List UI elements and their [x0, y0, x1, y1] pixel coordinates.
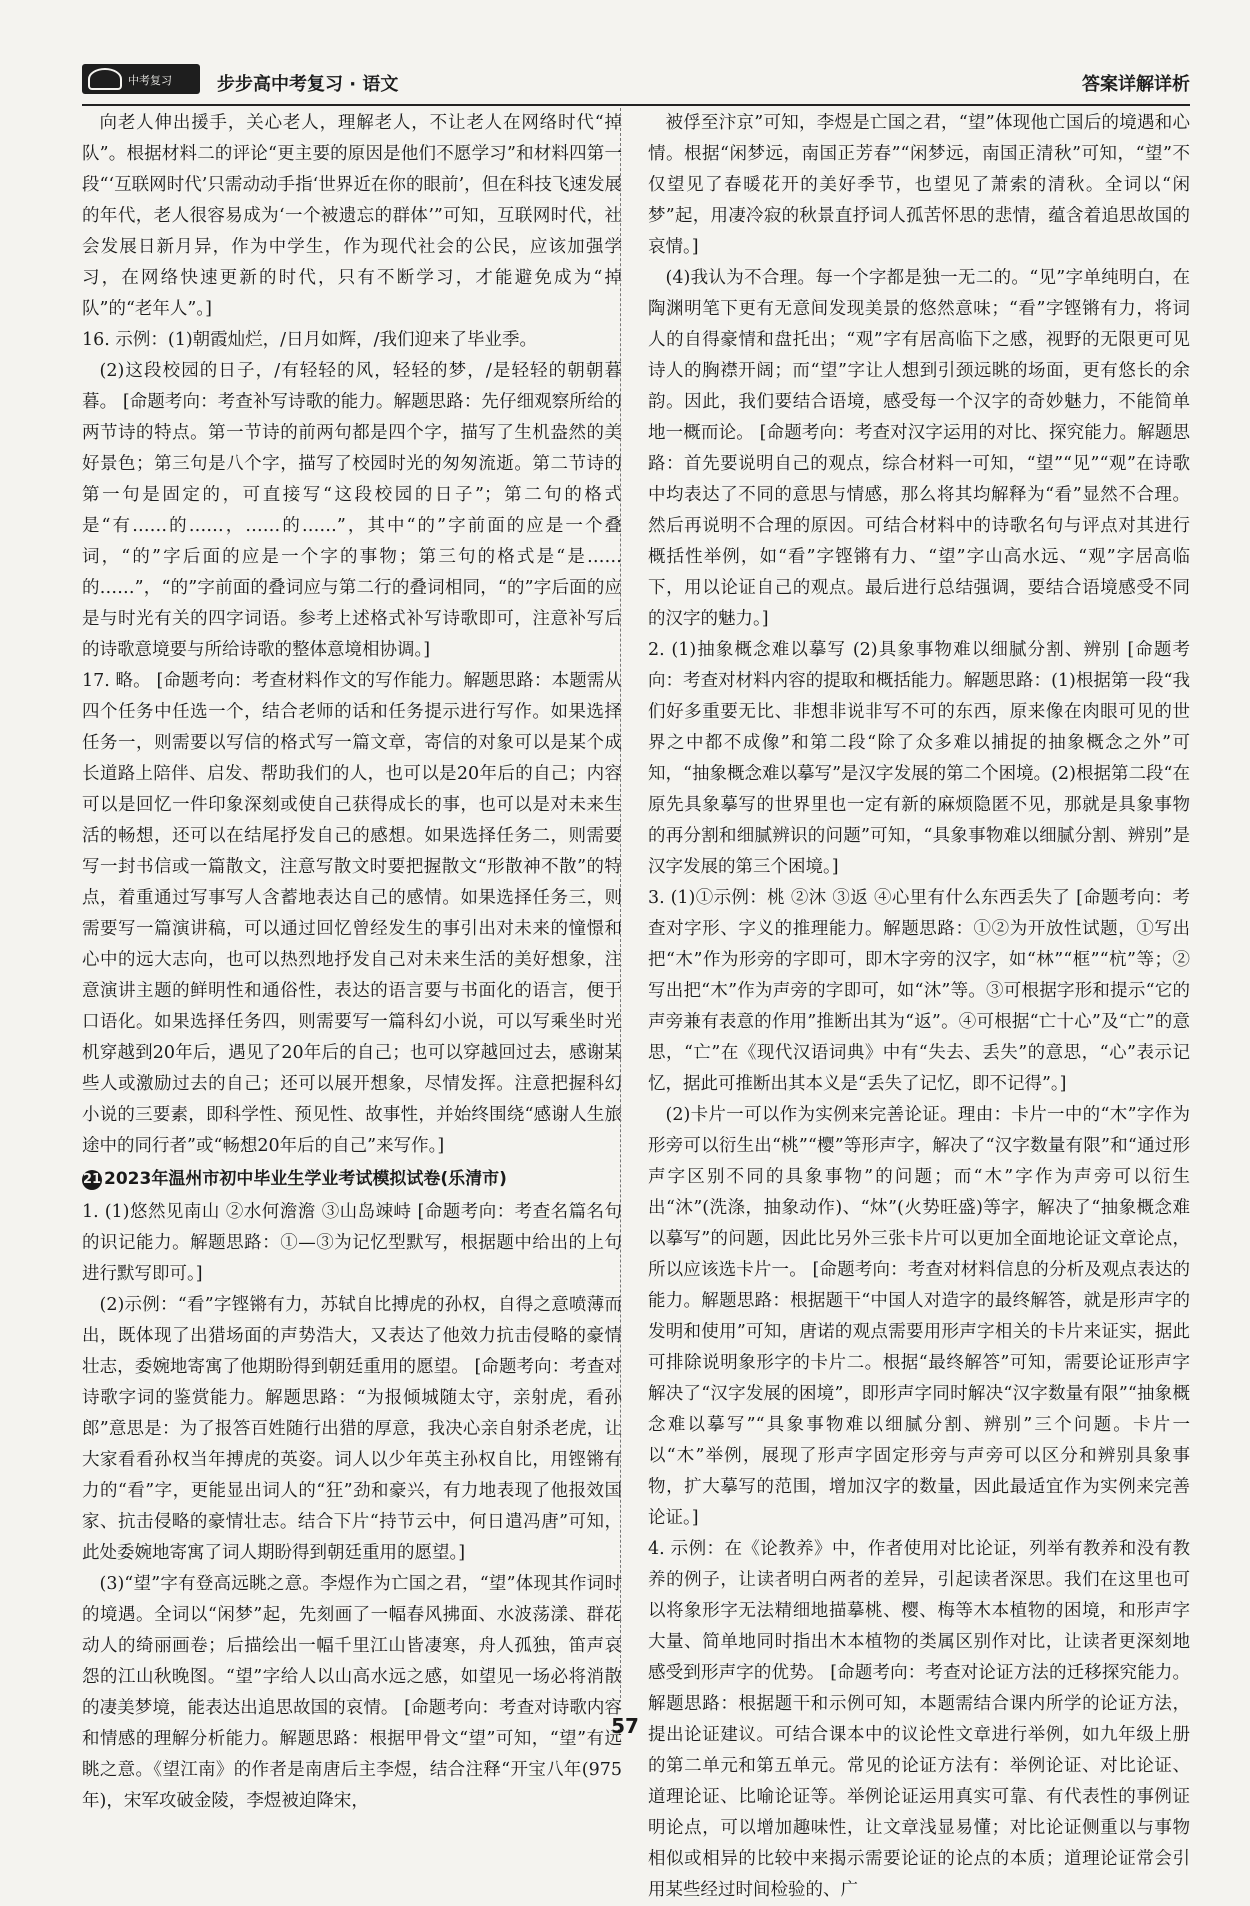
answer-item: 1. (1)悠然见南山 ②水何澹澹 ③山岛竦峙 [命题考向：考查名篇名句的识记能力。解题思路：①—③为记忆型默写，根据题中给出的上句进行默写即可。] — [82, 1202, 622, 1284]
paragraph: 被俘至汴京”可知，李煜是亡国之君，“望”体现他亡国后的境遇和心情。根据“闲梦远，南国正芳春”“闲梦远，南国正清秋”可知，“望”不仅望见了春暖花开的美好季节，也望见了萧索的清秋。全词以“闲梦”起，用凄冷寂的秋景直抒词人孤苦怀思的悲情，蕴含着追思故国的哀情。] — [648, 113, 1190, 257]
section-title: 答案详解详析 — [1082, 74, 1190, 95]
paragraph: (2)示例：“看”字铿锵有力，苏轼自比搏虎的孙权，自得之意喷薄而出，既体现了出猎场面的声势浩大，又表达了他效力抗击侵略的豪情壮志，委婉地寄寓了他期盼得到朝廷重用的愿望。 [命题考向：考查对诗歌字词的鉴赏能力。解题思路：“为报倾城随太守，亲射虎，看孙郎”意思是：为了报答百姓随行出猎的厚意，我决心亲自射杀老虎，让大家看看孙权当年搏虎的英姿。词人以少年英主孙权自比，用铿锵有力的“看”字，更能显出词人的“狂”劲和豪兴，有力地表现了他报效国家、抗击侵略的豪情壮志。结合下片“持节云中，何日遣冯唐”可知，此处委婉地寄寓了词人期盼得到朝廷重用的愿望。] — [82, 1295, 622, 1563]
book-title: 步步高中考复习 · 语文 — [217, 74, 399, 95]
left-column — [82, 108, 622, 1817]
answer-item: 16. 示例：(1)朝霞灿烂，/日月如辉，/我们迎来了毕业季。 — [82, 330, 537, 350]
exam-title: 2023年温州市初中毕业生学业考试模拟试卷(乐清市) — [104, 1169, 507, 1189]
answer-item: 3. (1)①示例：桃 ②沐 ③返 ④心里有什么东西丢失了 [命题考向：考查对字形、字义的推理能力。解题思路：①②为开放性试题，①写出把“木”作为形旁的字即可，即木字旁的汉字，如“林”“框”“杭”等；②写出把“木”作为声旁的字即可，如“沐”等。③可根据字形和提示“它的声旁兼有表意的作用”推断出其为“返”。④可根据“亡十心”及“亡”的意思，“亡”在《现代汉语词典》中有“失去、丢失”的意思，“心”表示记忆，据此可推断出其本义是“丢失了记忆，即不记得”。] — [648, 888, 1190, 1094]
exam-heading — [82, 1164, 622, 1195]
answer-item: 17. 略。 [命题考向：考查材料作文的写作能力。解题思路：本题需从四个任务中任选一个，结合老师的话和任务提示进行写作。如果选择任务一，则需要以写信的格式写一篇文章，寄信的对象可以是某个成长道路上陪伴、启发、帮助我们的人，也可以是20年后的自己；内容可以是回忆一件印象深刻或使自己获得成长的事，也可以是对未来生活的畅想，还可以在结尾抒发自己的感想。如果选择任务二，则需要写一封书信或一篇散文，注意写散文时要把握散文“形散神不散”的特点，着重通过写事写人含蓄地表达自己的感情。如果选择任务三，则需要写一篇演讲稿，可以通过回忆曾经发生的事引出对未来的憧憬和心中的远大志向，也可以热烈地抒发自己对未来生活的美好想象，注意演讲主题的鲜明性和通俗性，表达的语言要与书面化的语言，便于口语化。如果选择任务四，则需要写一篇科幻小说，可以写乘坐时光机穿越到20年后，遇见了20年后的自己；也可以穿越回过去，感谢某些人或激励过去的自己；还可以展开想象，尽情发挥。注意把握科幻小说的三要素，即科学性、预见性、故事性，并始终围绕“感谢人生旅途中的同行者”或“畅想20年后的自己”来写作。] — [82, 671, 622, 1156]
exam-number-badge: 21 — [82, 1170, 102, 1190]
logo-text: 中考复习 — [128, 74, 172, 87]
publisher-logo — [82, 64, 200, 94]
paragraph: (4)我认为不合理。每一个字都是独一无二的。“见”字单纯明白，在陶渊明笔下更有无意间发现美景的悠然意味；“看”字铿锵有力，将词人的自得豪情和盘托出；“观”字有居高临下之感，视野的无限更可见诗人的胸襟开阔；而“望”字让人想到引颈远眺的场面，更有悠长的余韵。因此，我们要结合语境，感受每一个汉字的奇妙魅力，不能简单地一概而论。 [命题考向：考查对汉字运用的对比、探究能力。解题思路：首先要说明自己的观点，综合材料一可知，“望”“见”“观”在诗歌中均表达了不同的意思与情感，那么将其均解释为“看”显然不合理。然后再说明不合理的原因。可结合材料中的诗歌名句与评点对其进行概括性举例，如“看”字铿锵有力、“望”字山高水远、“观”字居高临下，用以论证自己的观点。最后进行总结强调，要结合语境感受不同的汉字的魅力。] — [648, 268, 1190, 629]
column-divider — [620, 108, 621, 1698]
paragraph: (3)“望”字有登高远眺之意。李煜作为亡国之君，“望”体现其作词时的境遇。全词以“闲梦”起，先刻画了一幅春风拂面、水波荡漾、群花动人的绮丽画卷；后描绘出一幅千里江山皆凄寒，舟人孤独，笛声哀怨的江山秋晚图。“望”字给人以山高水远之感，如望见一场必将消散的凄美梦境，能表达出追思故国的哀情。 [命题考向：考查对诗歌内容和情感的理解分析能力。解题思路：根据甲骨文“望”可知，“望”有远眺之意。《望江南》的作者是南唐后主李煜，结合注释“开宝八年(975年)，宋军攻破金陵，李煜被迫降宋， — [82, 1574, 622, 1811]
answer-item: 4. 示例：在《论教养》中，作者使用对比论证，列举有教养和没有教养的例子，让读者明白两者的差异，引起读者深思。我们在这里也可以将象形字无法精细地描摹桃、樱、梅等木本植物的困境，和形声字大量、简单地同时指出木本植物的类属区别作对比，让读者更深刻地感受到形声字的优势。 [命题考向：考查对论证方法的迁移探究能力。解题思路：根据题干和示例可知，本题需结合课内所学的论证方法，提出论证建议。可结合课本中的议论性文章进行举例，如九年级上册的第二单元和第五单元。常见的论证方法有：举例论证、对比论证、道理论证、比喻论证等。举例论证运用真实可靠、有代表性的事例证明论点，可以增加趣味性，让文章浅显易懂；对比论证侧重以与事物相似或相异的比较中来揭示需要论证的论点的本质；道理论证常会引用某些经过时间检验的、广 — [648, 1539, 1190, 1900]
paragraph: (2)这段校园的日子，/有轻轻的风，轻轻的梦，/是轻轻的朝朝暮暮。 [命题考向：考查补写诗歌的能力。解题思路：先仔细观察所给的两节诗的特点。第一节诗的前两句都是四个字，描写了生机盎然的美好景色；第三句是八个字，描写了校园时光的匆匆流逝。第二节诗的第一句是固定的，可直接写“这段校园的日子”；第二句的格式是“有……的……，……的……”，其中“的”字前面的应是一个叠词，“的”字后面的应是一个字的事物；第三句的格式是“是……的……”，“的”字前面的叠词应与第二行的叠词相同，“的”字后面的应是与时光有关的四字词语。参考上述格式补写诗歌即可，注意补写后的诗歌意境要与所给诗歌的整体意境相协调。] — [82, 361, 622, 660]
logo-emblem-icon — [88, 68, 122, 90]
page-header — [82, 60, 1190, 106]
paragraph: (2)卡片一可以作为实例来完善论证。理由：卡片一中的“木”字作为形旁可以衍生出“桃”“樱”等形声字，解决了“汉字数量有限”和“通过形声字区别不同的具象事物”的问题；而“木”字作为声旁可以衍生出“沐”(洗涤，抽象动作)、“炑”(火势旺盛)等字，解决了“抽象概念难以摹写”的问题，因此比另外三张卡片可以更加全面地论证文章论点，所以应该选卡片一。 [命题考向：考查对材料信息的分析及观点表达的能力。解题思路：根据题干“中国人对造字的最终解答，就是形声字的发明和使用”可知，唐诺的观点需要用形声字相关的卡片来证实，据此可排除说明象形字的卡片二。根据“最终解答”可知，需要论证形声字解决了“汉字发展的困境”，即形声字同时解决“汉字数量有限”“抽象概念难以摹写”“具象事物难以细腻分割、辨别”三个问题。卡片一以“木”举例，展现了形声字固定形旁与声旁可以区分和辨别具象事物，扩大摹写的范围，增加汉字的数量，因此最适宜作为实例来完善论证。] — [648, 1105, 1190, 1528]
right-column — [648, 108, 1190, 1906]
answer-item: 2. (1)抽象概念难以摹写 (2)具象事物难以细腻分割、辨别 [命题考向：考查对材料内容的提取和概括能力。解题思路：(1)根据第一段“我们好多重要无比、非想非说非写不可的东西，原来像在肉眼可见的世界之中都不成像”和第二段“除了众多难以捕捉的抽象概念之外”可知，“抽象概念难以摹写”是汉字发展的第二个困境。(2)根据第二段“在原先具象摹写的世界里也一定有新的麻烦隐匿不见，那就是具象事物的再分割和细腻辨识的问题”可知，“具象事物难以细腻分割、辨别”是汉字发展的第三个困境。] — [648, 640, 1190, 877]
paragraph: 向老人伸出援手，关心老人，理解老人，不让老人在网络时代“掉队”。根据材料二的评论“更主要的原因是他们不愿学习”和材料四第一段“‘互联网时代’只需动动手指‘世界近在你的眼前’，但在科技飞速发展的年代，老人很容易成为‘一个被遗忘的群体’”可知，互联网时代，社会发展日新月异，作为中学生，作为现代社会的公民，应该加强学习，在网络快速更新的时代，只有不断学习，才能避免成为“掉队”的“老年人”。] — [82, 113, 622, 319]
page-number: 57 — [611, 1714, 639, 1738]
